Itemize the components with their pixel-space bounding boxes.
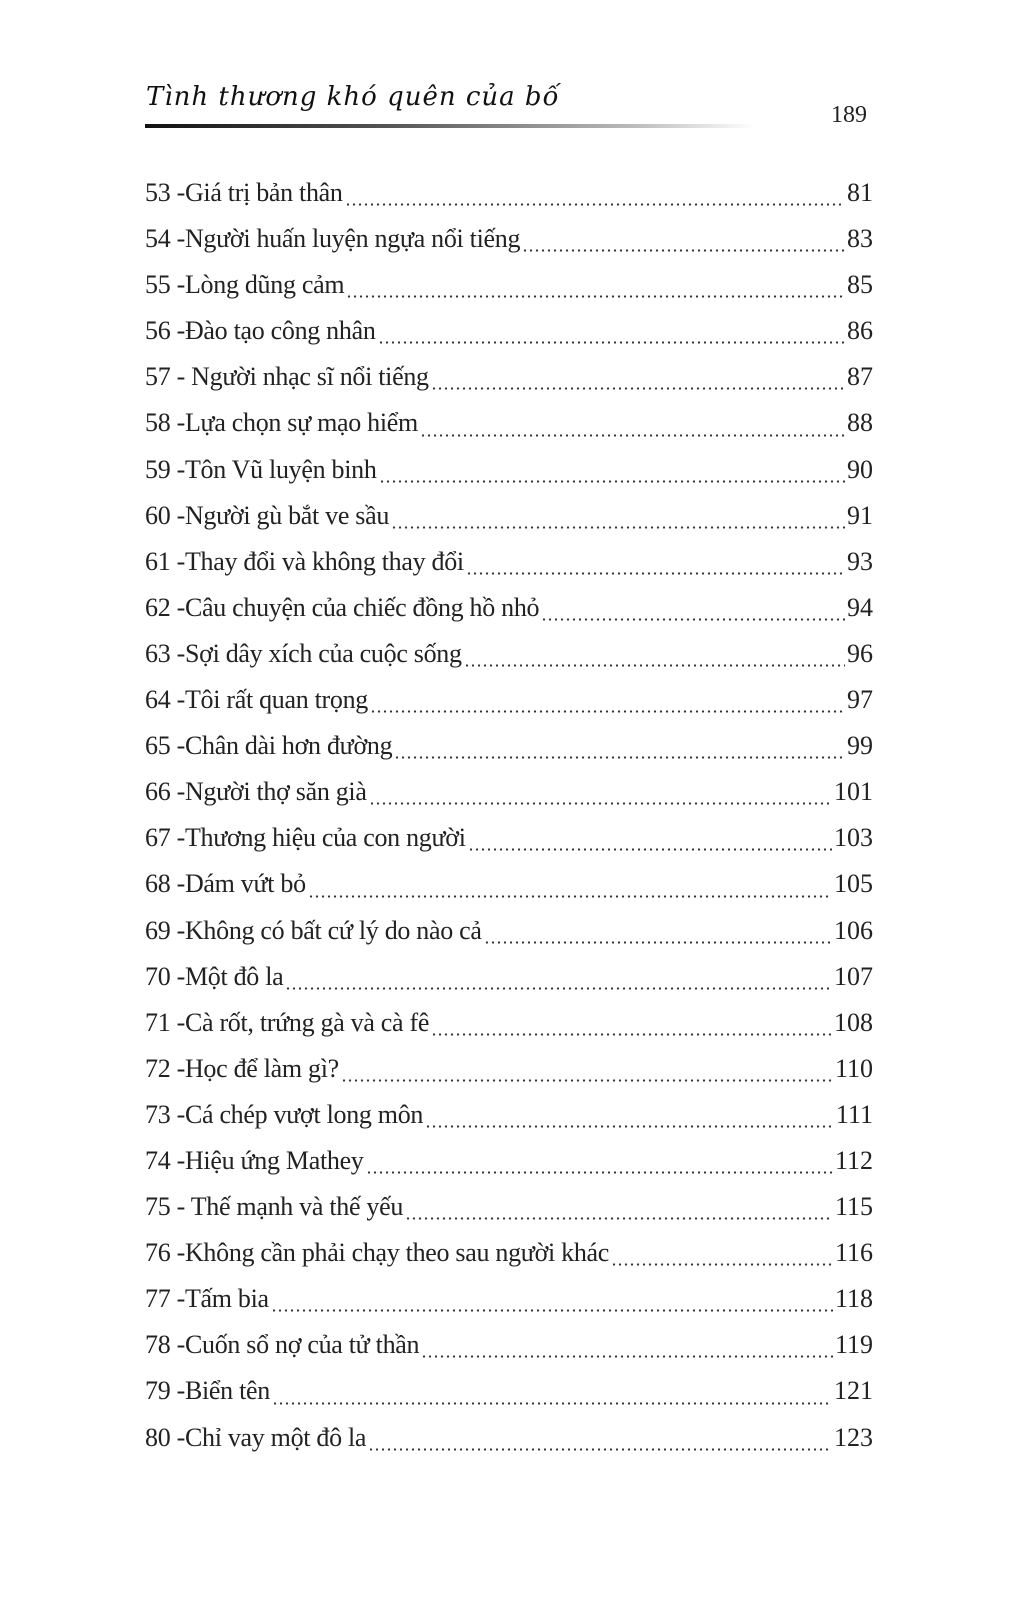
- toc-entry: [145, 865, 873, 911]
- dot-leader: [522, 249, 845, 252]
- toc-entry-title: 65 -Chân dài hơn đường: [145, 731, 393, 761]
- toc-entry-page: 90: [847, 454, 873, 484]
- toc-entry: [145, 681, 873, 727]
- toc-entry-title: 72 -Học để làm gì?: [145, 1053, 339, 1083]
- dot-leader: [431, 387, 845, 390]
- toc-entry: [145, 1004, 873, 1050]
- dot-leader: [346, 295, 845, 298]
- dot-leader: [285, 987, 832, 990]
- dot-leader: [308, 895, 832, 898]
- toc-entry: [145, 589, 873, 635]
- toc-entry: [145, 1234, 873, 1280]
- dot-leader: [611, 1263, 833, 1266]
- toc-entry: [145, 266, 873, 312]
- toc-entry-page: 106: [834, 915, 873, 945]
- dot-leader: [405, 1217, 833, 1220]
- toc-entry-title: 67 -Thương hiệu của con người: [145, 823, 466, 853]
- toc-entry-title: 80 -Chỉ vay một đô la: [145, 1422, 367, 1452]
- dot-leader: [431, 1033, 832, 1036]
- toc-entry-page: 86: [847, 316, 873, 346]
- toc-entry-page: 88: [847, 408, 873, 438]
- toc-entry: [145, 819, 873, 865]
- toc-entry-page: 85: [847, 270, 873, 300]
- toc-entry-page: 97: [847, 685, 873, 715]
- toc-entry-title: 58 -Lựa chọn sự mạo hiểm: [145, 408, 418, 438]
- toc-entry: [145, 1326, 873, 1372]
- dot-leader: [391, 526, 845, 529]
- dot-leader: [369, 802, 832, 805]
- dot-leader: [466, 572, 845, 575]
- toc-entry-title: 64 -Tôi rất quan trọng: [145, 685, 369, 715]
- toc-entry-title: 76 -Không cần phải chạy theo sau người khác: [145, 1238, 610, 1268]
- toc-entry-title: 70 -Một đô la: [145, 961, 284, 991]
- toc-entry: [145, 1142, 873, 1188]
- toc-entry-page: 93: [847, 546, 873, 576]
- toc-entry-page: 83: [847, 224, 873, 254]
- dot-leader: [370, 710, 845, 713]
- toc-entry-page: 87: [847, 362, 873, 392]
- toc-entry-page: 96: [847, 638, 873, 668]
- toc-entry-title: 79 -Biển tên: [145, 1376, 270, 1406]
- dot-leader: [366, 1171, 833, 1174]
- dot-leader: [271, 1309, 833, 1312]
- toc-entry-page: 81: [847, 178, 873, 207]
- toc-entry-title: 68 -Dám vứt bỏ: [145, 869, 306, 899]
- toc-entry-page: 119: [834, 1330, 873, 1360]
- toc-entry-title: 78 -Cuốn sổ nợ của tử thần: [145, 1330, 420, 1360]
- toc-entry-page: 118: [834, 1284, 873, 1314]
- toc-entry-title: 74 -Hiệu ứng Mathey: [145, 1145, 364, 1175]
- toc-entry: [145, 497, 873, 543]
- dot-leader: [378, 341, 845, 344]
- header-rule: [145, 124, 755, 128]
- toc-entry-page: 94: [847, 592, 873, 622]
- page-number: 189: [831, 102, 867, 128]
- toc-entry-title: 77 -Tấm bia: [145, 1284, 269, 1314]
- dot-leader: [468, 848, 832, 851]
- toc-entry-page: 99: [847, 731, 873, 761]
- dot-leader: [345, 203, 845, 206]
- toc-entry-page: 111: [835, 1099, 873, 1129]
- toc-entry-title: 71 -Cà rốt, trứng gà và cà fê: [145, 1007, 430, 1037]
- table-of-contents: [145, 174, 873, 1465]
- toc-entry: [145, 451, 873, 497]
- toc-entry: [145, 220, 873, 266]
- dot-leader: [394, 756, 845, 759]
- toc-entry: [145, 958, 873, 1004]
- toc-entry-page: 112: [834, 1145, 873, 1175]
- toc-entry: [145, 1188, 873, 1234]
- dot-leader: [421, 1355, 833, 1358]
- toc-entry-page: 101: [834, 777, 873, 807]
- dot-leader: [484, 941, 832, 944]
- toc-entry-page: 107: [834, 961, 873, 991]
- toc-entry: [145, 312, 873, 358]
- toc-entry-title: 61 -Thay đổi và không thay đổi: [145, 546, 464, 576]
- toc-entry: [145, 404, 873, 450]
- toc-entry-title: 54 -Người huấn luyện ngựa nổi tiếng: [145, 224, 521, 254]
- toc-entry-title: 63 -Sợi dây xích của cuộc sống: [145, 638, 462, 668]
- toc-entry-title: 57 - Người nhạc sĩ nổi tiếng: [145, 362, 429, 392]
- toc-entry-page: 108: [834, 1007, 873, 1037]
- toc-entry-title: 75 - Thế mạnh và thế yếu: [145, 1192, 404, 1222]
- toc-entry-title: 59 -Tôn Vũ luyện binh: [145, 454, 377, 484]
- toc-entry-title: 66 -Người thợ săn già: [145, 777, 367, 807]
- running-header-title: Tình thương khó quên của bố: [146, 82, 560, 112]
- toc-entry-page: 123: [834, 1422, 873, 1452]
- toc-entry-page: 121: [834, 1376, 873, 1406]
- toc-entry-title: 73 -Cá chép vượt long môn: [145, 1099, 424, 1129]
- toc-entry: [145, 912, 873, 958]
- dot-leader: [379, 480, 845, 483]
- toc-entry-title: 62 -Câu chuyện của chiếc đồng hồ nhỏ: [145, 592, 540, 622]
- toc-entry: [145, 1280, 873, 1326]
- dot-leader: [464, 664, 845, 667]
- dot-leader: [272, 1402, 832, 1405]
- toc-entry-page: 116: [834, 1238, 873, 1268]
- toc-entry-page: 115: [834, 1192, 873, 1222]
- toc-entry: [145, 773, 873, 819]
- toc-entry-title: 56 -Đào tạo công nhân: [145, 316, 376, 346]
- toc-entry: [145, 543, 873, 589]
- toc-entry: [145, 635, 873, 681]
- toc-entry-title: 69 -Không có bất cứ lý do nào cả: [145, 915, 482, 945]
- toc-entry-page: 91: [847, 500, 873, 530]
- toc-entry-page: 110: [834, 1053, 873, 1083]
- dot-leader: [425, 1125, 834, 1128]
- toc-entry: [145, 358, 873, 404]
- toc-entry: [145, 174, 873, 220]
- toc-entry-title: 53 -Giá trị bản thân: [145, 178, 343, 207]
- dot-leader: [541, 618, 845, 621]
- dot-leader: [420, 434, 845, 437]
- toc-entry-page: 103: [834, 823, 873, 853]
- toc-entry: [145, 1096, 873, 1142]
- toc-entry: [145, 1372, 873, 1418]
- toc-entry: [145, 1050, 873, 1096]
- toc-entry: [145, 727, 873, 773]
- dot-leader: [368, 1448, 832, 1451]
- toc-entry-title: 60 -Người gù bắt ve sầu: [145, 500, 390, 530]
- toc-entry-page: 105: [834, 869, 873, 899]
- dot-leader: [341, 1079, 833, 1082]
- toc-entry: [145, 1419, 873, 1465]
- toc-entry-title: 55 -Lòng dũng cảm: [145, 270, 345, 300]
